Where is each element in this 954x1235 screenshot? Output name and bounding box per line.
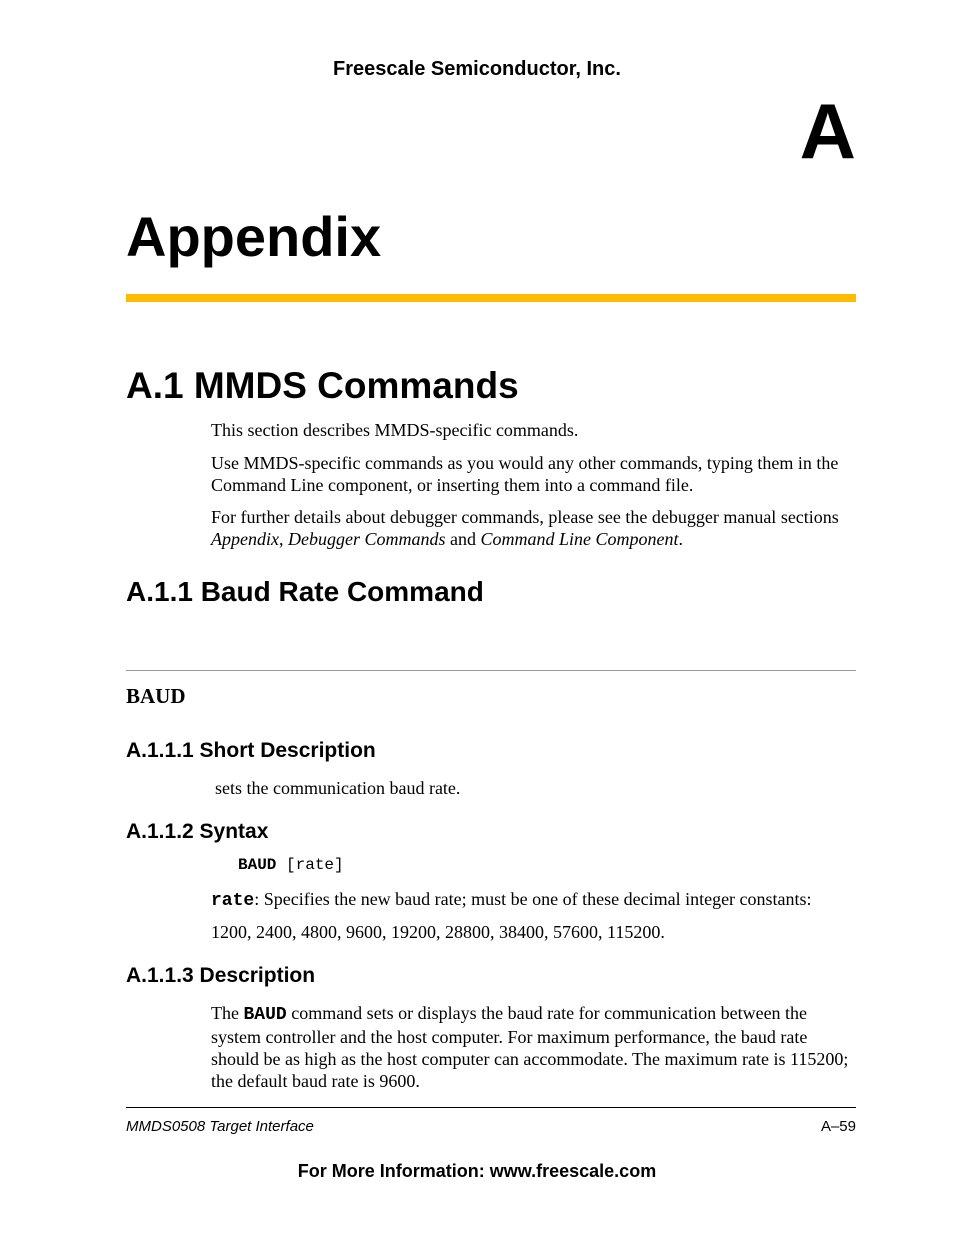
- syntax-command: BAUD: [238, 856, 277, 874]
- more-info-link: For More Information: www.freescale.com: [297, 1161, 657, 1181]
- rate-parameter-paragraph: [211, 888, 851, 912]
- command-name: BAUD: [126, 684, 186, 708]
- intro-paragraph: This section describes MMDS-specific commands.: [211, 420, 579, 440]
- rate-explanation: : Specifies the new baud rate; must be one of these decimal integer constants:: [254, 889, 812, 909]
- reference-paragraph: [211, 506, 851, 550]
- usage-paragraph: Use MMDS-specific commands as you would any other commands, typing them in the Command Line component, or inserting them into a command file.: [211, 453, 839, 495]
- reference-appendix: Appendix: [211, 529, 279, 549]
- rate-term: rate: [211, 891, 255, 911]
- chapter-letter: A: [799, 87, 856, 175]
- syntax-heading: A.1.1.2 Syntax: [126, 820, 269, 843]
- section-heading-a11: A.1.1 Baud Rate Command: [126, 576, 484, 607]
- description-heading: A.1.1.3 Description: [126, 964, 316, 987]
- reference-separator-2: and: [445, 529, 481, 549]
- syntax-argument: [rate]: [276, 856, 344, 874]
- reference-command-line-component: Command Line Component: [480, 529, 679, 549]
- short-description-text: sets the communication baud rate.: [215, 778, 461, 798]
- footer-rule: [126, 1107, 856, 1108]
- description-start: The: [211, 1003, 244, 1023]
- reference-separator-1: ,: [278, 529, 288, 549]
- description-command: BAUD: [243, 1005, 287, 1025]
- description-paragraph: [211, 1002, 851, 1092]
- reference-debugger-commands: Debugger Commands: [287, 529, 446, 549]
- section-heading-a1: A.1 MMDS Commands: [126, 365, 519, 406]
- rate-values: 1200, 2400, 4800, 9600, 19200, 28800, 38400, 57600, 115200.: [211, 922, 665, 942]
- chapter-title: Appendix: [126, 205, 382, 268]
- reference-text-end: .: [678, 529, 683, 549]
- company-header: Freescale Semiconductor, Inc.: [333, 58, 621, 80]
- syntax-line: [238, 856, 344, 874]
- command-divider: [126, 670, 856, 671]
- footer-document-title: MMDS0508 Target Interface: [126, 1118, 314, 1135]
- footer-page-number: A–59: [820, 1118, 856, 1135]
- reference-text-start: For further details about debugger commands, please see the debugger manual sections: [211, 507, 839, 527]
- title-accent-rule: [126, 294, 856, 302]
- description-rest: command sets or displays the baud rate for communication between the system controller and the host computer. For maximum performance, the baud rate should be as high as the host computer can accommodate. The maximum rate is 115200; the default baud rate is 9600.: [211, 1003, 849, 1091]
- short-description-heading: A.1.1.1 Short Description: [126, 739, 376, 762]
